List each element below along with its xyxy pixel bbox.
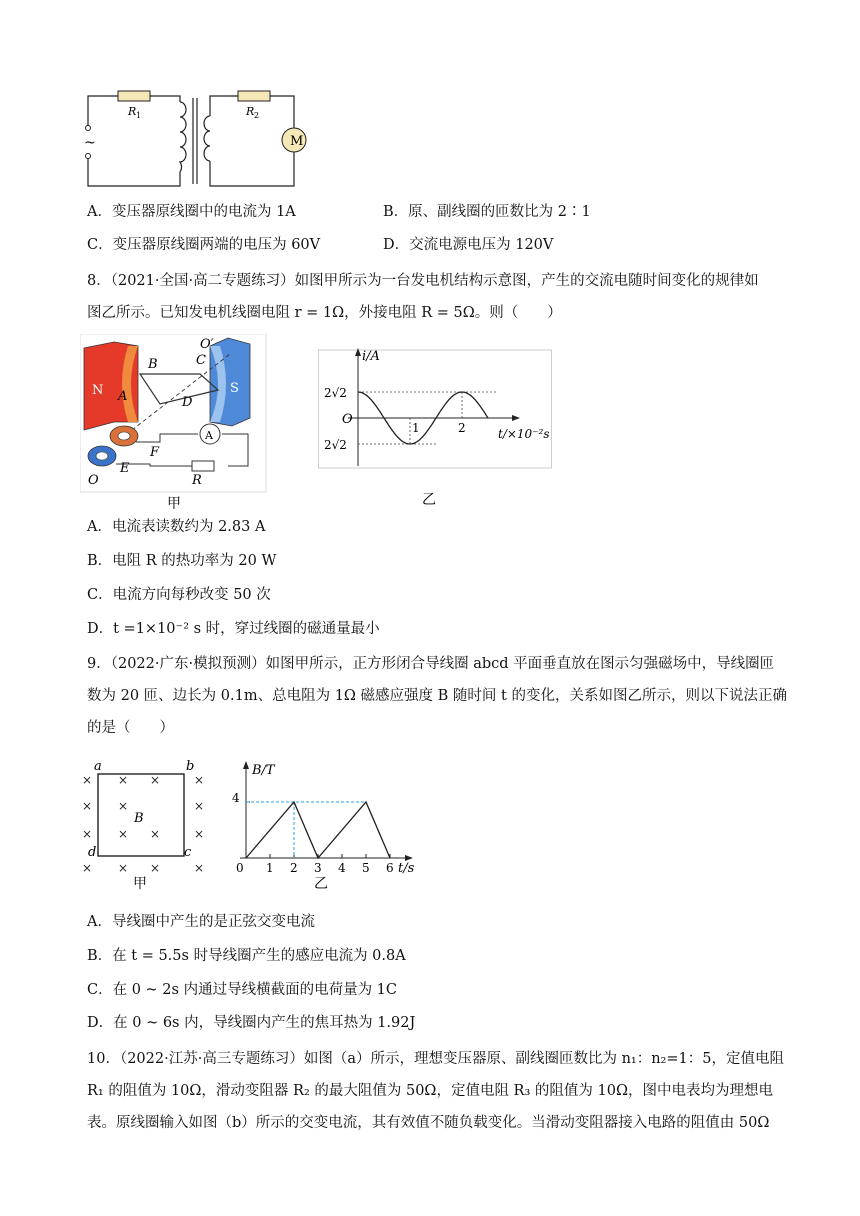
- field-cross-mark: ×: [82, 861, 93, 875]
- axis-o-prime-label: O′: [200, 337, 214, 352]
- field-cross-mark: ×: [82, 799, 93, 813]
- point-e-label: E: [120, 461, 130, 476]
- q8-stem-line-1: 8．（2021·全国·高二专题练习）如图甲所示为一台发电机结构示意图，产生的交流电随时间变化的规律如: [87, 273, 759, 289]
- resistor-r2: [238, 91, 270, 101]
- resistor-r-label: R: [192, 473, 202, 488]
- ammeter-label: A: [205, 429, 213, 442]
- q7-option-b: B．原、副线圈的匝数比为 2∶1: [383, 204, 591, 220]
- q9-option-b: B．在 t = 5.5s 时导线圈产生的感应电流为 0.8A: [87, 948, 406, 964]
- field-cross-mark: ×: [150, 861, 161, 875]
- field-b-label: B: [134, 811, 144, 826]
- x-tick-label: 5: [362, 861, 370, 875]
- x-tick-label: 6: [386, 861, 394, 875]
- motor-label: M: [290, 134, 304, 149]
- x-tick-label: 0: [236, 861, 244, 875]
- field-cross-mark: ×: [118, 773, 129, 787]
- q9-option-a: A．导线圈中产生的是正弦交变电流: [87, 914, 315, 930]
- field-cross-mark: ×: [194, 861, 205, 875]
- q8-option-d: D．t =1×10⁻² s 时，穿过线圈的磁通量最小: [87, 621, 380, 637]
- r2-sub: 2: [254, 111, 260, 120]
- q10-stem-line-2: R₁ 的阻值为 10Ω，滑动变阻器 R₂ 的最大阻值为 50Ω，定值电阻 R₃ 的阻值为 10Ω，图中电表均为理想电: [87, 1083, 773, 1099]
- q7-option-a: A．变压器原线圈中的电流为 1A: [87, 204, 296, 220]
- y-axis-label: B/T: [252, 763, 275, 778]
- figure-yi-caption: 乙: [422, 492, 436, 508]
- point-b-label: B: [148, 357, 158, 372]
- q7-option-d: D．交流电源电压为 120V: [383, 237, 554, 253]
- field-cross-mark: ×: [82, 773, 93, 787]
- y-tick-top: 2√2: [324, 386, 347, 400]
- resistor-r1: [118, 91, 150, 101]
- r2-label: R: [246, 105, 255, 118]
- axis-o-label: O: [88, 473, 99, 488]
- x-axis-label: t/×10⁻²s: [498, 427, 550, 441]
- field-cross-mark: ×: [150, 827, 161, 841]
- field-curve: [246, 802, 390, 858]
- q10-stem-line-3: 表。原线圈输入如图（b）所示的交变电流，其有效值不随负载变化。当滑动变阻器接入电路的阻值由 50Ω: [87, 1115, 770, 1131]
- ac-source-label: ~: [84, 135, 96, 151]
- field-cross-mark: ×: [150, 773, 161, 787]
- q10-stem-line-1: 10．（2022·江苏·高三专题练习）如图（a）所示，理想变压器原、副线圈匝数比为 n₁：n₂=1：5，定值电阻: [87, 1051, 784, 1067]
- figure-jia-caption: 甲: [133, 876, 147, 892]
- corner-c-label: c: [184, 845, 192, 860]
- x-tick-2: 2: [458, 421, 466, 435]
- field-cross-mark: ×: [82, 827, 93, 841]
- q9-option-d: D．在 0 ~ 6s 内，导线圈内产生的焦耳热为 1.92J: [87, 1015, 416, 1031]
- y-tick-bottom: 2√2: [324, 438, 347, 452]
- q9-stem-line-3: 的是（ ）: [87, 720, 174, 736]
- field-cross-mark: ×: [118, 827, 129, 841]
- x-tick-label: 2: [290, 861, 298, 875]
- r1-label: R: [128, 105, 137, 118]
- coil-in-field-figure: [78, 758, 208, 894]
- field-cross-mark: ×: [194, 773, 205, 787]
- field-cross-mark: ×: [194, 827, 205, 841]
- field-time-graph: [226, 758, 422, 894]
- field-cross-mark: ×: [194, 799, 205, 813]
- corner-a-label: a: [94, 759, 102, 774]
- x-tick-label: 1: [266, 861, 274, 875]
- q9-stem-line-1: 9．（2022·广东·模拟预测）如图甲所示，正方形闭合导线圈 abcd 平面垂直放在图示匀强磁场中，导线圈匝: [87, 656, 775, 672]
- q8-option-b: B．电阻 R 的热功率为 20 W: [87, 553, 277, 569]
- origin-label: O: [342, 412, 353, 427]
- generator-figure: [80, 334, 268, 516]
- q9-option-c: C．在 0 ~ 2s 内通过导线横截面的电荷量为 1C: [87, 982, 397, 998]
- x-axis-label: t/s: [398, 861, 415, 876]
- point-f-label: F: [150, 445, 160, 460]
- point-c-label: C: [196, 353, 206, 368]
- x-tick-1: 1: [412, 421, 420, 435]
- x-tick-label: 4: [338, 861, 346, 875]
- y-tick-4: 4: [232, 791, 240, 805]
- r1-sub: 1: [136, 111, 142, 120]
- n-pole-label: N: [92, 383, 104, 398]
- q8-stem-line-2: 图乙所示。已知发电机线圈电阻 r = 1Ω，外接电阻 R = 5Ω。则（ ）: [87, 305, 562, 321]
- s-pole-label: S: [230, 381, 239, 396]
- transformer-circuit-figure: [78, 84, 318, 192]
- y-axis-label: i/A: [362, 349, 380, 364]
- point-a-label: A: [118, 389, 128, 404]
- q8-option-a: A．电流表读数约为 2.83 A: [87, 519, 266, 535]
- corner-b-label: b: [186, 759, 195, 774]
- q8-option-c: C．电流方向每秒改变 50 次: [87, 587, 271, 603]
- q9-stem-line-2: 数为 20 匝、边长为 0.1m、总电阻为 1Ω 磁感应强度 B 随时间 t 的变化，关系如图乙所示，则以下说法正确: [87, 688, 787, 704]
- current-time-graph: [318, 346, 558, 510]
- corner-d-label: d: [88, 845, 97, 860]
- q7-option-c: C．变压器原线圈两端的电压为 60V: [87, 237, 321, 253]
- figure-yi-caption: 乙: [314, 876, 328, 892]
- x-tick-label: 3: [314, 861, 322, 875]
- point-d-label: D: [182, 395, 193, 410]
- figure-jia-caption: 甲: [167, 496, 181, 512]
- field-cross-mark: ×: [118, 861, 129, 875]
- field-cross-mark: ×: [118, 799, 129, 813]
